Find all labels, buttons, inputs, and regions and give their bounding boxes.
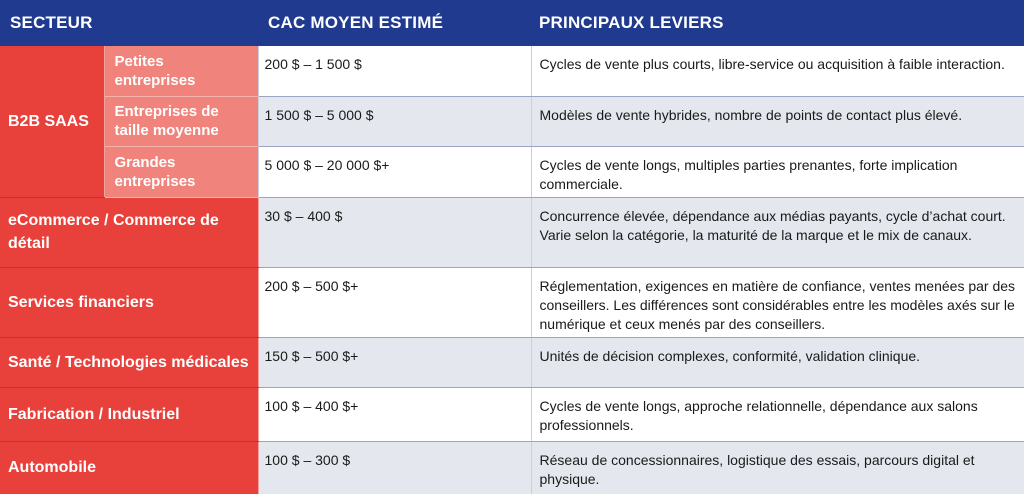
- levers-text: Cycles de vente longs, approche relationnelle, dépendance aux salons professionnels.: [531, 387, 1024, 441]
- levers-text: Réseau de concessionnaires, logistique des essais, parcours digital et physique.: [531, 441, 1024, 494]
- cac-value: 200 $ – 1 500 $: [258, 46, 531, 96]
- table-row: [0, 387, 1024, 441]
- cac-value: 5 000 $ – 20 000 $+: [258, 146, 531, 197]
- sector-label: Services financiers: [0, 267, 258, 337]
- cac-value: 200 $ – 500 $+: [258, 267, 531, 337]
- table-row: [0, 267, 1024, 337]
- header-sector: SECTEUR: [0, 0, 258, 46]
- cac-value: 30 $ – 400 $: [258, 197, 531, 267]
- cac-value: 100 $ – 400 $+: [258, 387, 531, 441]
- header-levers: PRINCIPAUX LEVIERS: [531, 0, 1024, 46]
- table-row: [0, 96, 1024, 146]
- header-cac: CAC MOYEN ESTIMÉ: [258, 0, 531, 46]
- table-row: [0, 441, 1024, 494]
- cac-value: 1 500 $ – 5 000 $: [258, 96, 531, 146]
- levers-text: Concurrence élevée, dépendance aux médias payants, cycle d’achat court. Varie selon la catégorie, la maturité de la marque et le mix de canaux.: [531, 197, 1024, 267]
- sector-label: Automobile: [0, 441, 258, 494]
- sector-label: Fabrication / Industriel: [0, 387, 258, 441]
- levers-text: Cycles de vente longs, multiples parties prenantes, forte implication commerciale.: [531, 146, 1024, 197]
- sector-label: eCommerce / Commerce de détail: [0, 197, 258, 267]
- cac-value: 150 $ – 500 $+: [258, 337, 531, 387]
- levers-text: Unités de décision complexes, conformité, validation clinique.: [531, 337, 1024, 387]
- table-row: [0, 337, 1024, 387]
- table-row: [0, 146, 1024, 197]
- subsector-label: Grandes entreprises: [104, 146, 258, 197]
- sector-b2b-saas: B2B SAAS: [0, 46, 104, 197]
- sector-label: Santé / Technologies médicales: [0, 337, 258, 387]
- subsector-label: Petites entreprises: [104, 46, 258, 96]
- cac-value: 100 $ – 300 $: [258, 441, 531, 494]
- subsector-label: Entreprises de taille moyenne: [104, 96, 258, 146]
- table-header-row: [0, 0, 1024, 46]
- table-row: [0, 46, 1024, 96]
- levers-text: Réglementation, exigences en matière de confiance, ventes menées par des conseillers. Les différences sont considérables entre les modèles axés sur le numérique et ceux menés par des conseillers.: [531, 267, 1024, 337]
- levers-text: Modèles de vente hybrides, nombre de points de contact plus élevé.: [531, 96, 1024, 146]
- levers-text: Cycles de vente plus courts, libre-service ou acquisition à faible interaction.: [531, 46, 1024, 96]
- table-row: [0, 197, 1024, 267]
